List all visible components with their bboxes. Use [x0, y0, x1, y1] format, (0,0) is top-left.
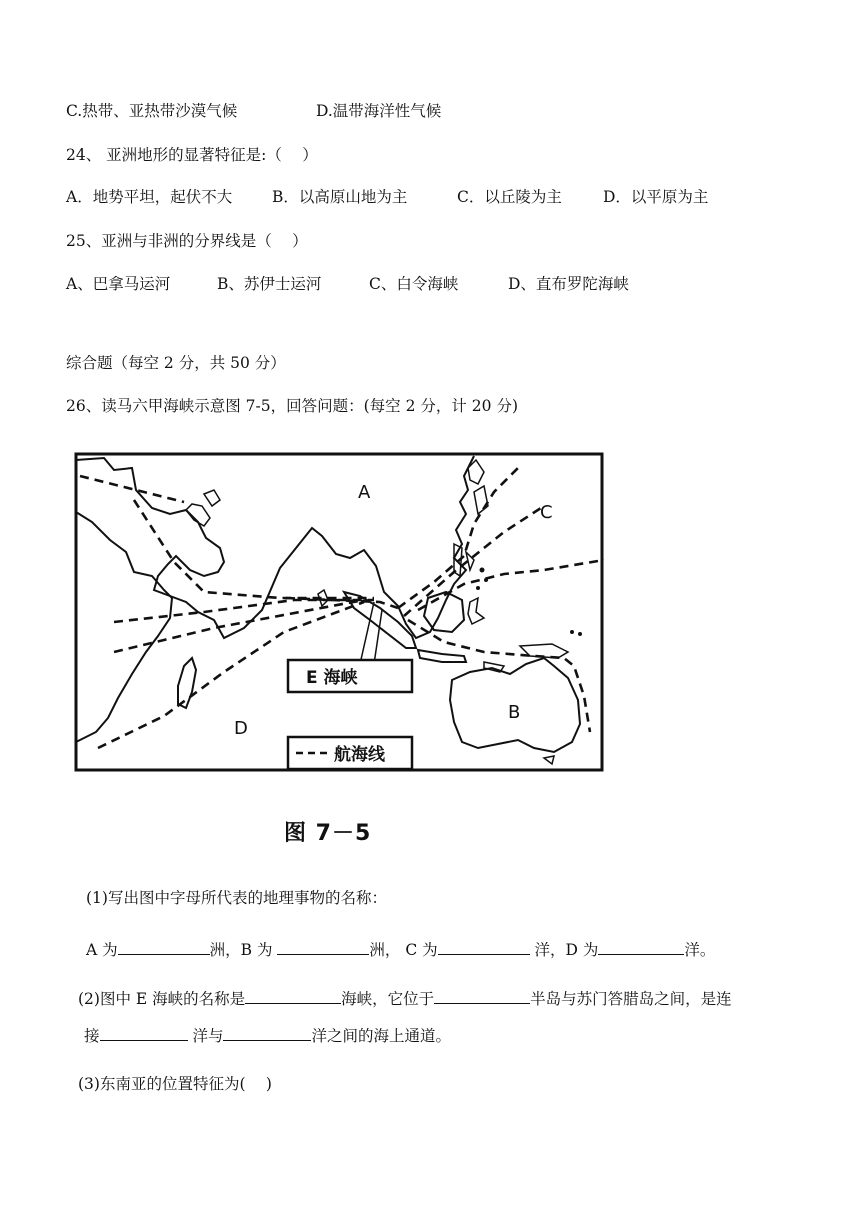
blank-a[interactable] — [118, 938, 210, 955]
label-a: A — [358, 482, 371, 503]
q24-option-b: B．以高原山地为主 — [272, 188, 408, 206]
q24-option-d: D．以平原为主 — [603, 188, 709, 206]
q23-option-d: D.温带海洋性气候 — [316, 102, 442, 120]
q26-sub2-line1 — [78, 987, 732, 1009]
malacca-strait-map — [74, 452, 604, 772]
sub2-mid1: 海峡，它位于 — [341, 990, 435, 1008]
blank-c[interactable] — [438, 938, 530, 955]
b-prefix: 洲，B 为 — [209, 941, 273, 959]
label-c: C — [540, 502, 553, 523]
label-d: D — [234, 718, 248, 739]
q26-sub3: (3)东南亚的位置特征为( ) — [78, 1075, 272, 1093]
label-b: B — [508, 702, 521, 723]
q24-option-a: A．地势平坦，起伏不大 — [66, 188, 233, 206]
q25-option-b: B、苏伊士运河 — [217, 275, 322, 293]
strait-label: E 海峡 — [306, 668, 358, 688]
q24-option-c: C．以丘陵为主 — [457, 188, 562, 206]
blank-strait-name[interactable] — [245, 987, 341, 1004]
q25-question: 25、亚洲与非洲的分界线是（ ） — [66, 232, 308, 250]
q26-sub1-prompt: (1)写出图中字母所代表的地理事物的名称： — [86, 889, 387, 907]
q25-option-c: C、白令海峡 — [369, 275, 459, 293]
q26-question: 26、读马六甲海峡示意图 7-5，回答问题：(每空 2 分，计 20 分) — [66, 397, 518, 415]
q25-option-a: A、巴拿马运河 — [66, 275, 171, 293]
sub1-end: 洋。 — [684, 941, 716, 959]
section-title: 综合题（每空 2 分，共 50 分） — [66, 354, 286, 372]
blank-ocean-1[interactable] — [100, 1024, 188, 1041]
q26-sub2-line2 — [84, 1024, 451, 1046]
blank-b[interactable] — [277, 938, 369, 955]
sub2-line2-end: 洋之间的海上通道。 — [311, 1027, 451, 1045]
d-prefix: 洋，D 为 — [529, 941, 599, 959]
blank-ocean-2[interactable] — [223, 1024, 311, 1041]
q26-sub1-blanks — [86, 938, 715, 960]
q23-option-c: C.热带、亚热带沙漠气候 — [66, 102, 238, 120]
c-prefix: 洲， C 为 — [369, 941, 438, 959]
figure-caption: 图 7－5 — [284, 821, 372, 846]
sub2-pre: (2)图中 E 海峡的名称是 — [78, 990, 246, 1008]
sub2-line2-pre: 接 — [84, 1027, 100, 1045]
q25-option-d: D、直布罗陀海峡 — [508, 275, 629, 293]
legend-label: 航海线 — [334, 745, 385, 765]
q24-question: 24、 亚洲地形的显著特征是:（ ） — [66, 146, 318, 164]
sub2-mid2: 半岛与苏门答腊岛之间，是连 — [530, 990, 732, 1008]
blank-d[interactable] — [598, 938, 684, 955]
a-prefix: A 为 — [86, 941, 118, 959]
sub2-line2-mid: 洋与 — [187, 1027, 224, 1045]
blank-peninsula[interactable] — [434, 987, 530, 1004]
